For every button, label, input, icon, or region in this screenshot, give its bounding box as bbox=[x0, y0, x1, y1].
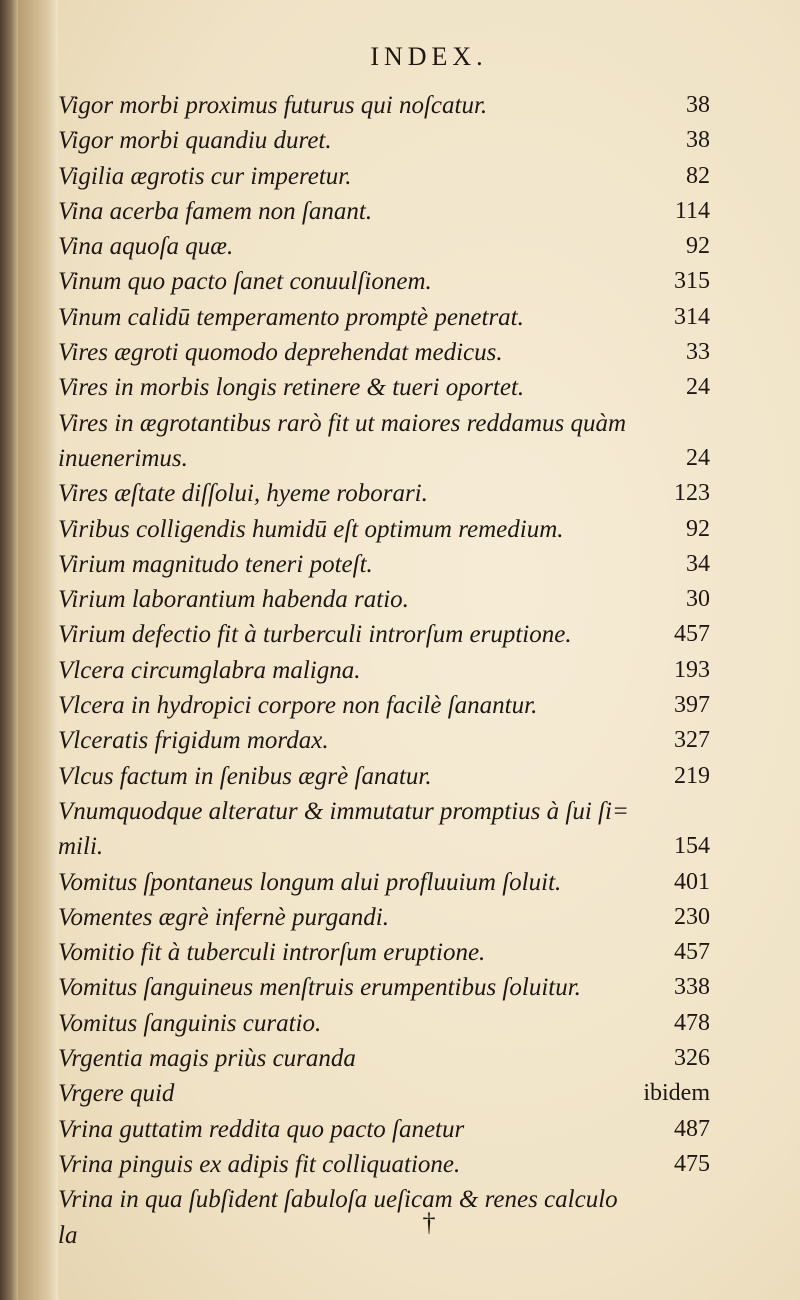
index-entry bbox=[58, 1006, 800, 1041]
index-entry bbox=[58, 159, 800, 194]
index-entry bbox=[58, 547, 800, 582]
entry-page-number: 475 bbox=[674, 1150, 710, 1177]
index-entry bbox=[58, 900, 800, 935]
entry-text: Vomentes ægrè infernè purgandi. bbox=[58, 903, 389, 931]
entry-page-number: 92 bbox=[686, 515, 710, 542]
entry-page-number: 397 bbox=[674, 692, 710, 719]
entry-page-number: 487 bbox=[674, 1115, 710, 1142]
index-entry bbox=[58, 300, 800, 335]
entry-text: Vlcera circumglabra maligna. bbox=[58, 656, 361, 684]
entry-page-number: 24 bbox=[686, 374, 710, 401]
entry-text: Virium laborantium habenda ratio. bbox=[58, 586, 409, 614]
entry-page-number: 478 bbox=[674, 1009, 710, 1036]
index-entry bbox=[58, 1112, 800, 1147]
entry-text: Vina aquoſa quæ. bbox=[58, 233, 234, 261]
index-entry bbox=[58, 1041, 800, 1076]
index-entry bbox=[58, 1147, 800, 1182]
entry-text: Vrina pinguis ex adipis fit colliquatione. bbox=[58, 1150, 461, 1178]
entry-page-number: 38 bbox=[686, 127, 710, 154]
index-entry bbox=[58, 970, 800, 1005]
entry-text: Vina acerba famem non ſanant. bbox=[58, 197, 373, 225]
entry-text: Vrina in qua ſubſident ſabuloſa ueſicam & renes calculo la bbox=[58, 1186, 624, 1249]
index-entry bbox=[58, 582, 800, 617]
index-entry bbox=[58, 794, 800, 865]
index-entry bbox=[58, 935, 800, 970]
entry-text: Vires in ægrotantibus rarò fit ut maiores reddamus quàm inuenerimus. bbox=[58, 409, 633, 472]
index-entry bbox=[58, 264, 800, 299]
entry-page-number: 457 bbox=[674, 939, 710, 966]
index-entry bbox=[58, 229, 800, 264]
entry-page-number: 314 bbox=[674, 303, 710, 330]
entry-page-number: 123 bbox=[674, 480, 710, 507]
entry-page-number: 401 bbox=[674, 868, 710, 895]
index-entry bbox=[58, 759, 800, 794]
entry-page-number: 38 bbox=[686, 92, 710, 118]
entry-page-number: 326 bbox=[674, 1045, 710, 1072]
index-entry bbox=[58, 476, 800, 511]
index-entry bbox=[58, 512, 800, 547]
entry-text: Vrgentia magis priùs curanda bbox=[58, 1045, 356, 1073]
entry-text: Vlceratis frigidum mordax. bbox=[58, 727, 329, 755]
entry-page-number: ibidem bbox=[643, 1080, 710, 1107]
entry-page-number: 230 bbox=[674, 903, 710, 930]
entry-text: Vires ægroti quomodo deprehendat medicus. bbox=[58, 339, 503, 367]
entry-text: Vigor morbi quandiu duret. bbox=[58, 127, 332, 155]
index-entry bbox=[58, 1076, 800, 1111]
entry-text: Vomitus ſpontaneus longum alui profluuium ſoluit. bbox=[58, 868, 562, 896]
entry-text: Vrina guttatim reddita quo pacto ſanetur bbox=[58, 1115, 465, 1143]
entry-text: Vnumquodque alteratur & immutatur promptius à ſui ſi= mili. bbox=[58, 797, 636, 861]
entry-text: Vomitio fit à tuberculi introrſum eruptione. bbox=[58, 939, 486, 967]
index-entry bbox=[58, 194, 800, 229]
entry-text: Vigilia ægrotis cur imperetur. bbox=[58, 162, 352, 190]
index-entries bbox=[58, 88, 800, 1249]
book-binding-edge bbox=[0, 0, 18, 1300]
entry-page-number: 34 bbox=[686, 550, 710, 577]
page-header: INDEX. bbox=[370, 42, 488, 71]
index-entry bbox=[58, 123, 800, 158]
entry-text: Vrgere quid bbox=[58, 1080, 175, 1108]
entry-text: Vinum quo pacto ſanet conuulſionem. bbox=[58, 268, 432, 296]
index-entry bbox=[58, 335, 800, 370]
entry-page-number: 327 bbox=[674, 727, 710, 754]
entry-page-number: 457 bbox=[674, 621, 710, 648]
entry-page-number: 114 bbox=[674, 197, 710, 224]
entry-page-number: 33 bbox=[686, 339, 710, 366]
catchword-mark: † bbox=[422, 1208, 436, 1237]
index-entry bbox=[58, 88, 800, 123]
entry-page-number: 30 bbox=[686, 586, 710, 613]
entry-text: Vomitus ſanguinis curatio. bbox=[58, 1009, 322, 1037]
entry-page-number: 82 bbox=[686, 162, 710, 189]
entry-text: Virium defectio fit à turberculi introrſum eruptione. bbox=[58, 621, 572, 649]
index-entry bbox=[58, 406, 800, 477]
entry-text: Vinum calidū temperamento promptè penetrat. bbox=[58, 303, 524, 331]
entry-text: Viribus colligendis humidū eſt optimum remedium. bbox=[58, 515, 564, 543]
entry-page-number: 338 bbox=[674, 974, 710, 1001]
entry-page-number: 219 bbox=[674, 762, 710, 789]
entry-page-number: 315 bbox=[674, 268, 710, 295]
entry-text: Vlcera in hydropici corpore non facilè ſanantur. bbox=[58, 692, 538, 720]
entry-page-number: 92 bbox=[686, 233, 710, 260]
entry-text: Vires in morbis longis retinere & tueri oportet. bbox=[58, 374, 525, 402]
page-gutter bbox=[18, 0, 58, 1300]
entry-text: Vigor morbi proximus futurus qui noſcatur. bbox=[58, 92, 488, 119]
index-entry bbox=[58, 370, 800, 405]
book-page bbox=[58, 0, 800, 1300]
index-entry bbox=[58, 653, 800, 688]
entry-text: Vlcus factum in ſenibus ægrè ſanatur. bbox=[58, 762, 432, 790]
index-entry bbox=[58, 865, 800, 900]
entry-page-number: 193 bbox=[674, 656, 710, 683]
entry-text: Vires æſtate diſſolui, hyeme roborari. bbox=[58, 480, 428, 508]
entry-text: Vomitus ſanguineus menſtruis erumpentibus ſoluitur. bbox=[58, 974, 581, 1002]
index-entry bbox=[58, 617, 800, 652]
entry-page-number: 154 bbox=[674, 833, 710, 860]
entry-text: Virium magnitudo teneri poteſt. bbox=[58, 550, 373, 578]
index-entry bbox=[58, 688, 800, 723]
index-entry bbox=[58, 723, 800, 758]
entry-page-number: 24 bbox=[686, 444, 710, 471]
